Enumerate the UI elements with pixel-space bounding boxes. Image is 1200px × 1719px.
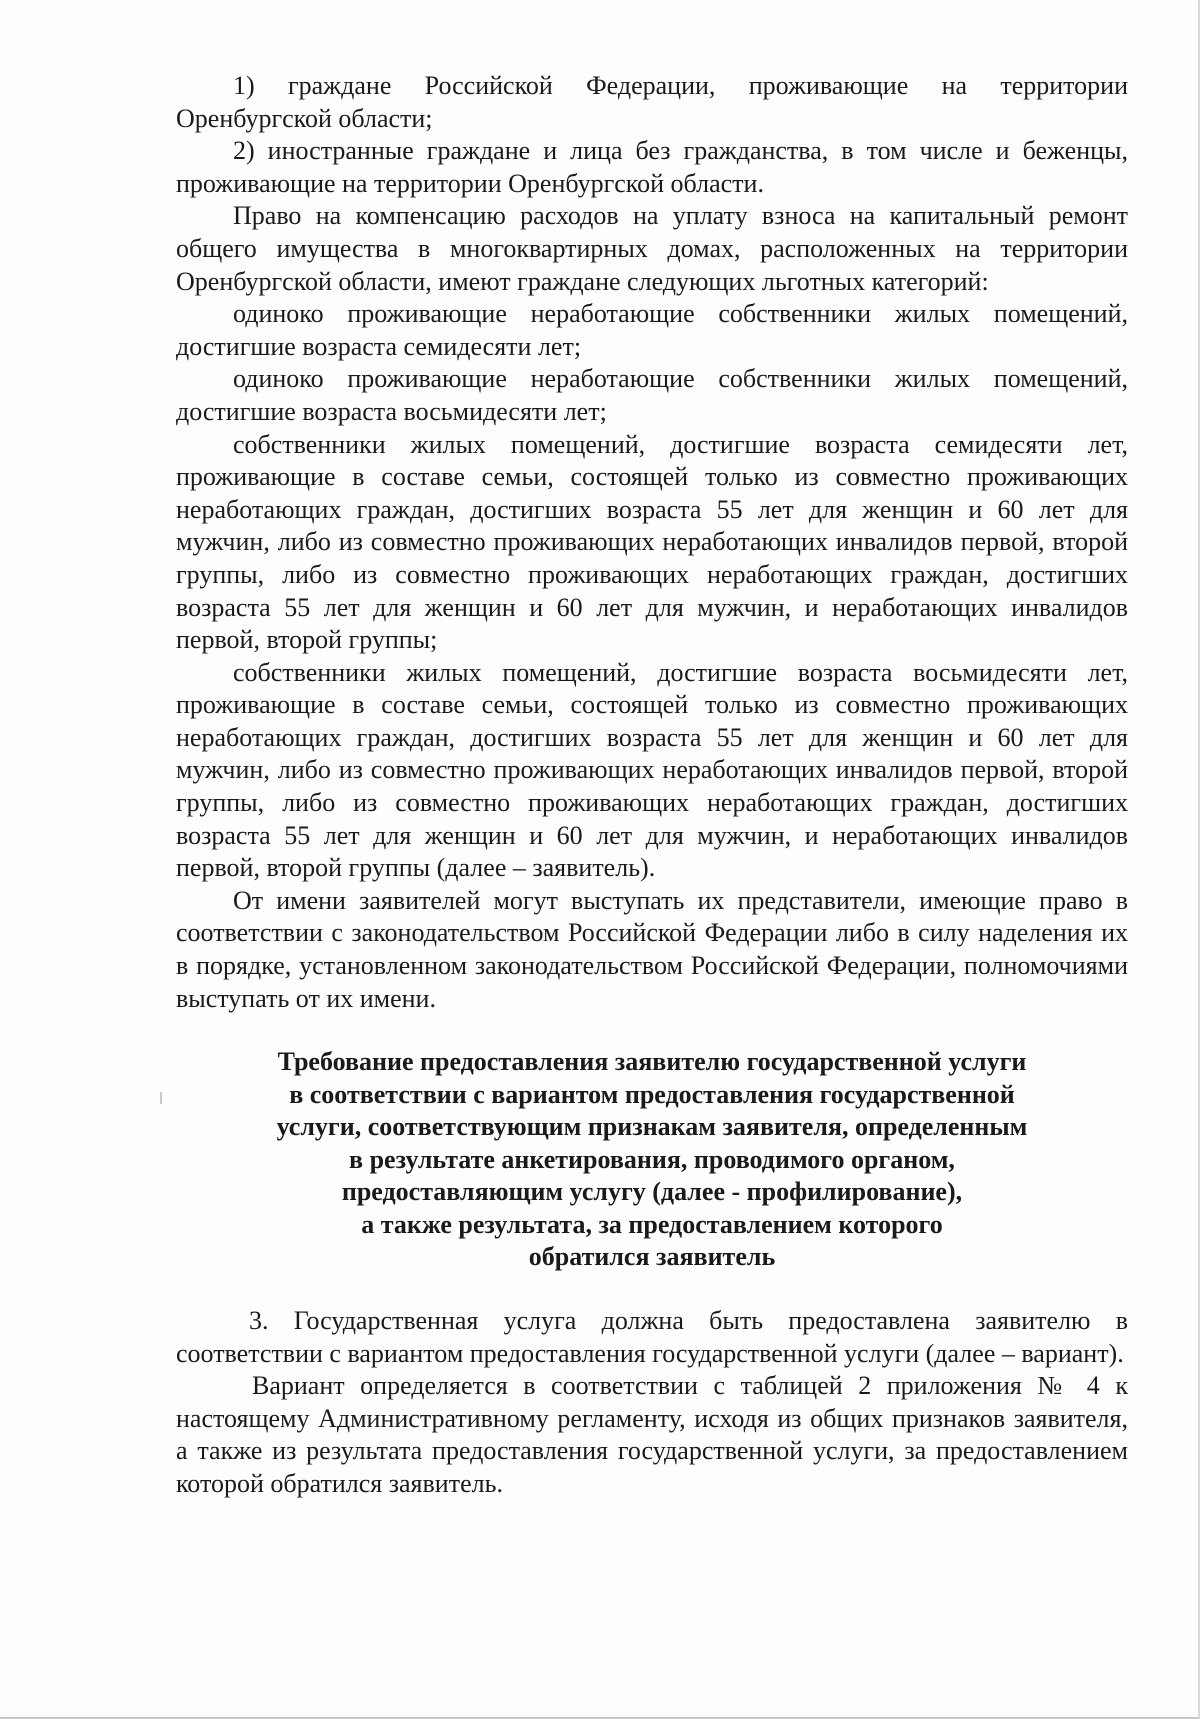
paragraph-category-80-alone: одиноко проживающие неработающие собственники жилых помещений, достигшие возраста восьмидесяти лет; — [176, 364, 1128, 426]
section-body-text — [176, 1305, 1128, 1501]
section-heading — [176, 1046, 1128, 1274]
paragraph-compensation-right: Право на компенсацию расходов на уплату взноса на капитальный ремонт общего имущества в многоквартирных домах, расположенных на территории Оренбургской области, имеют граждане следующих льготных категорий: — [176, 201, 1128, 296]
heading-line: предоставляющим услугу (далее - профилирование), — [341, 1177, 963, 1206]
scan-artifact — [160, 1092, 162, 1104]
paragraph-item-3: 3. Государственная услуга должна быть предоставлена заявителю в соответствии с вариантом предоставления государственной услуги (далее – вариант). — [176, 1306, 1128, 1368]
paragraph-citizens-rf: 1) граждане Российской Федерации, проживающие на территории Оренбургской области; — [176, 71, 1128, 133]
heading-line: Требование предоставления заявителю государственной услуги — [277, 1047, 1027, 1076]
heading-line: обратился заявитель — [528, 1242, 776, 1271]
paragraph-category-80-family: собственники жилых помещений, достигшие возраста восьмидесяти лет, проживающие в составе семьи, состоящей только из совместно проживающих неработающих граждан, достигших возраста 55 лет для женщин и 60 лет для мужчин, либо из совместно проживающих неработающих инвалидов первой, второй группы, либо из совместно проживающих неработающих граждан, достигших возраста 55 лет для женщин и 60 лет для мужчин, и неработающих инвалидов первой, второй группы (далее – заявитель). — [176, 657, 1128, 883]
heading-line: услуги, соответствующим признакам заявителя, определенным — [276, 1112, 1028, 1141]
heading-line: в результате анкетирования, проводимого органом, — [349, 1144, 955, 1174]
paragraph-category-70-family: собственники жилых помещений, достигшие возраста семидесяти лет, проживающие в составе семьи, состоящей только из совместно проживающих неработающих граждан, достигших возраста 55 лет для женщин и 60 лет для мужчин, либо из совместно проживающих неработающих инвалидов первой, второй группы, либо из совместно проживающих неработающих граждан, достигших возраста 55 лет для женщин и 60 лет для мужчин, и неработающих инвалидов первой, второй группы; — [176, 429, 1128, 655]
paragraph-foreign-citizens: 2) иностранные граждане и лица без гражданства, в том числе и беженцы, проживающие на территории Оренбургской области. — [176, 136, 1128, 198]
heading-line: а также результата, за предоставлением которого — [361, 1209, 943, 1239]
body-text — [176, 70, 1128, 1015]
paragraph-representatives: От имени заявителей могут выступать их представители, имеющие право в соответствии с законодательством Российской Федерации либо в силу наделения их в порядке, установленном законодательством Российской Федерации, полномочиями выступать от их имени. — [176, 885, 1128, 1013]
paragraph-variant-definition: Вариант определяется в соответствии с таблицей 2 приложения № 4 к настоящему Административному регламенту, исходя из общих признаков заявителя, а также из результата предоставления государственной услуги, за предоставлением которой обратился заявитель. — [176, 1371, 1128, 1498]
heading-line: в соответствии с вариантом предоставления государственной — [289, 1079, 1015, 1109]
paragraph-category-70-alone: одиноко проживающие неработающие собственники жилых помещений, достигшие возраста семидесяти лет; — [176, 299, 1128, 361]
